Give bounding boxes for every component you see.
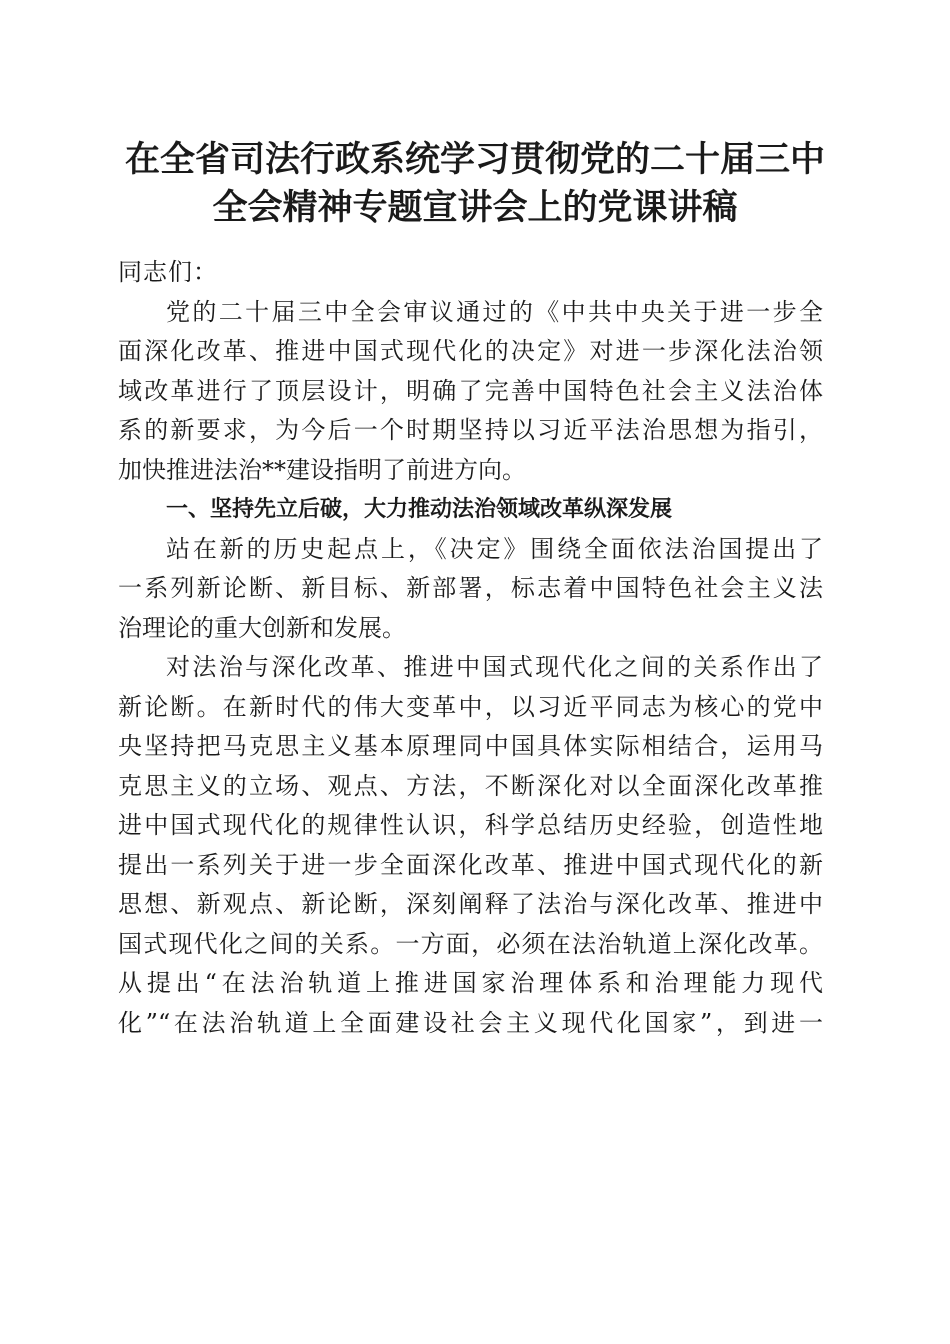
paragraph-line: 加快推进法治**建设指明了前进方向。 (118, 455, 526, 484)
paragraph-line: 央坚持把马克思主义基本原理同中国具体实际相结合，运用马 (118, 732, 823, 760)
paragraph-line: 一系列新论断、新目标、新部署，标志着中国特色社会主义法 (118, 574, 823, 602)
paragraph-line: 新论断。在新时代的伟大变革中，以习近平同志为核心的党中 (118, 692, 823, 721)
paragraph-decision (118, 530, 823, 649)
paragraph-line: 思想、新观点、新论断，深刻阐释了法治与深化改革、推进中 (118, 890, 823, 918)
paragraph-line: 化”“在法治轨道上全面建设社会主义现代化国家”，到进一 (118, 1008, 823, 1037)
section-heading-text: 一、坚持先立后破，大力推动法治领域改革纵深发展 (166, 497, 673, 522)
title-line-2: 全会精神专题宣讲会上的党课讲稿 (212, 187, 738, 228)
paragraph-line: 站在新的历史起点上，《决定》围绕全面依法治国提出了 (166, 534, 823, 563)
document-body (118, 253, 823, 1043)
paragraph-line: 治理论的重大创新和发展。 (118, 613, 406, 642)
paragraph-line: 域改革进行了顶层设计，明确了完善中国特色社会主义法治体 (118, 376, 823, 405)
paragraph-intro (118, 293, 823, 491)
paragraph-line: 党的二十届三中全会审议通过的《中共中央关于进一步全 (166, 297, 823, 326)
paragraph-line: 对法治与深化改革、推进中国式现代化之间的关系作出了 (166, 653, 823, 681)
paragraph-line: 克思主义的立场、观点、方法，不断深化对以全面深化改革推 (118, 771, 823, 800)
paragraph-new-thesis (118, 648, 823, 1043)
paragraph-line: 进中国式现代化的规律性认识，科学总结历史经验，创造性地 (118, 811, 823, 839)
title-line-1: 在全省司法行政系统学习贯彻党的二十届三中 (124, 139, 825, 180)
paragraph-line: 面深化改革、推进中国式现代化的决定》对进一步深化法治领 (118, 337, 823, 365)
greeting (118, 253, 823, 293)
paragraph-line: 系的新要求，为今后一个时期坚持以习近平法治思想为指引， (118, 416, 823, 444)
paragraph-line: 从提出“在法治轨道上推进国家治理体系和治理能力现代 (118, 969, 823, 997)
paragraph-line: 国式现代化之间的关系。一方面，必须在法治轨道上深化改革。 (118, 929, 823, 958)
section-heading (118, 490, 823, 530)
greeting-text: 同志们： (118, 258, 218, 286)
paragraph-line: 提出一系列关于进一步全面深化改革、推进中国式现代化的新 (118, 850, 823, 879)
document-title (110, 136, 840, 232)
